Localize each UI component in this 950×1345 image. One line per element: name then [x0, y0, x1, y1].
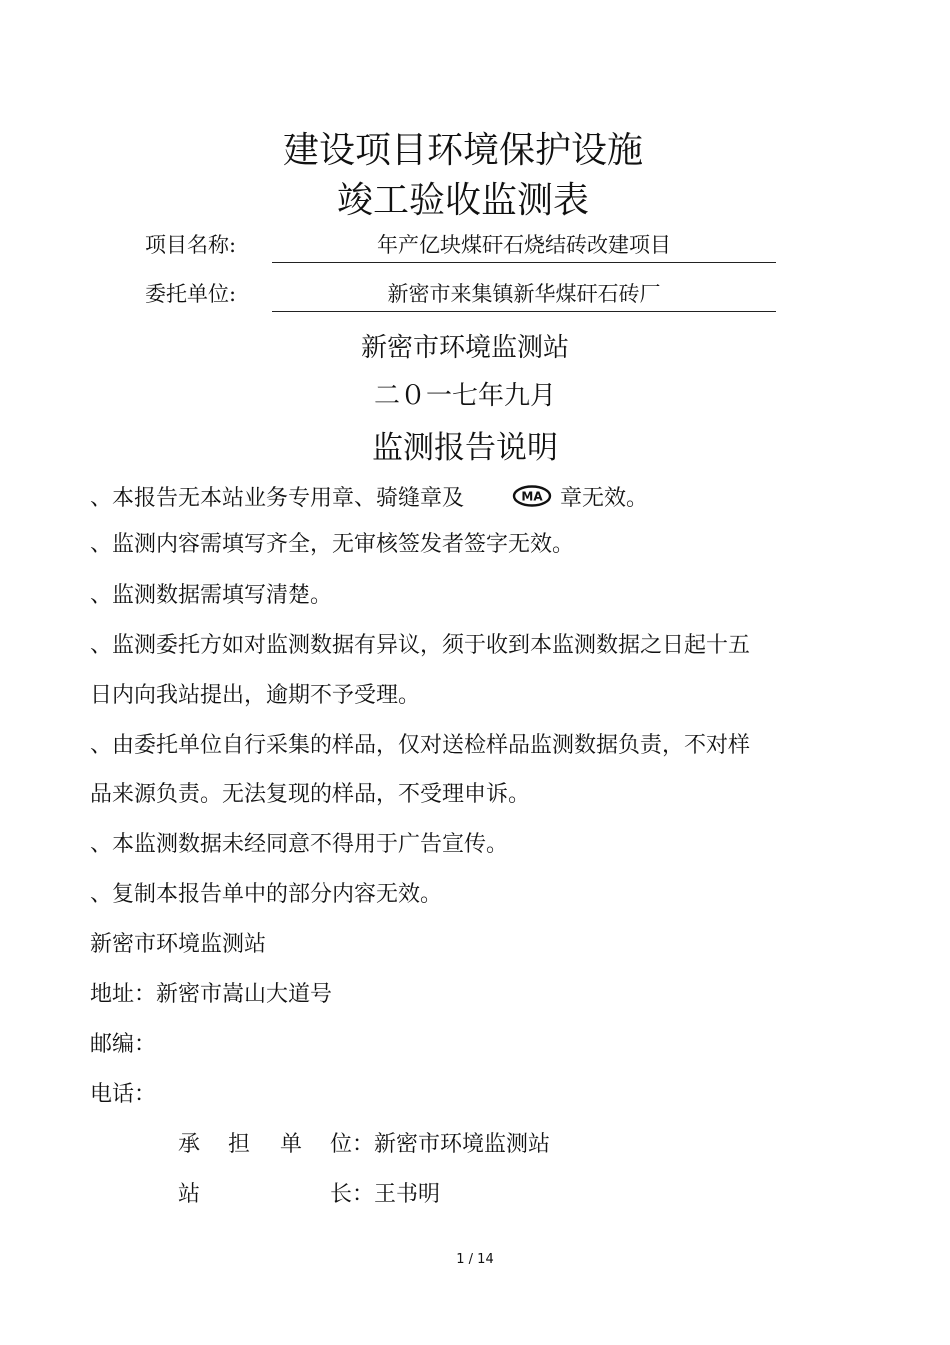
note-2: 、监测内容需填写齐全，无审核签发者签字无效。 [90, 532, 575, 557]
svg-text:MA: MA [521, 489, 543, 504]
project-name-value: 年产亿块煤矸石烧结砖改建项目 [272, 229, 776, 263]
report-title-line2: 竣工验收监测表 [336, 180, 589, 221]
page-number: 1 / 14 [456, 1252, 494, 1267]
note-5-line2: 品来源负责。无法复现的样品，不受理申诉。 [90, 782, 531, 807]
note-1-suffix: 章无效。 [560, 486, 649, 511]
issuer-name: 新密市环境监测站 [360, 333, 569, 363]
report-title-line1: 建设项目环境保护设施 [282, 130, 643, 171]
note-7: 、复制本报告单中的部分内容无效。 [90, 882, 443, 907]
contact-phone: 电话： [90, 1082, 157, 1107]
note-4-line1: 、监测委托方如对监测数据有异议，须于收到本监测数据之日起十五 [90, 633, 751, 658]
unit-value: 新密市环境监测站 [374, 1132, 551, 1157]
report-date: 二０一七年九月 [373, 381, 556, 411]
client-label: 委托单位: [145, 282, 237, 306]
contact-postcode: 邮编： [90, 1032, 157, 1057]
unit-label-char-1: 承 [178, 1132, 201, 1157]
note-3: 、监测数据需填写清楚。 [90, 583, 333, 608]
contact-address: 地址：新密市嵩山大道号 [90, 982, 333, 1007]
note-1-text: 、本报告无本站业务专用章、骑缝章及 [90, 486, 465, 511]
note-4-line2: 日内向我站提出，逾期不予受理。 [90, 683, 421, 708]
unit-label-char-2: 担 [228, 1132, 251, 1157]
note-1 [90, 481, 648, 513]
note-6: 、本监测数据未经同意不得用于广告宣传。 [90, 832, 509, 857]
head-label-char-2: 长 [330, 1182, 353, 1207]
unit-label-char-4: 位 [330, 1132, 353, 1157]
project-name-label: 项目名称: [145, 233, 237, 257]
unit-colon: ： [352, 1132, 375, 1157]
section-title: 监测报告说明 [372, 430, 558, 466]
unit-label-char-3: 单 [280, 1132, 303, 1157]
note-5-line1: 、由委托单位自行采集的样品，仅对送检样品监测数据负责，不对样 [90, 733, 751, 758]
head-label-char-1: 站 [178, 1182, 201, 1207]
head-value: 王书明 [374, 1182, 441, 1207]
contact-station: 新密市环境监测站 [90, 932, 267, 957]
station-head-row [178, 1177, 440, 1208]
undertaking-unit-row [178, 1127, 550, 1158]
ma-seal-icon [512, 485, 552, 513]
head-colon: ： [352, 1182, 375, 1207]
client-value: 新密市来集镇新华煤矸石砖厂 [272, 278, 776, 312]
